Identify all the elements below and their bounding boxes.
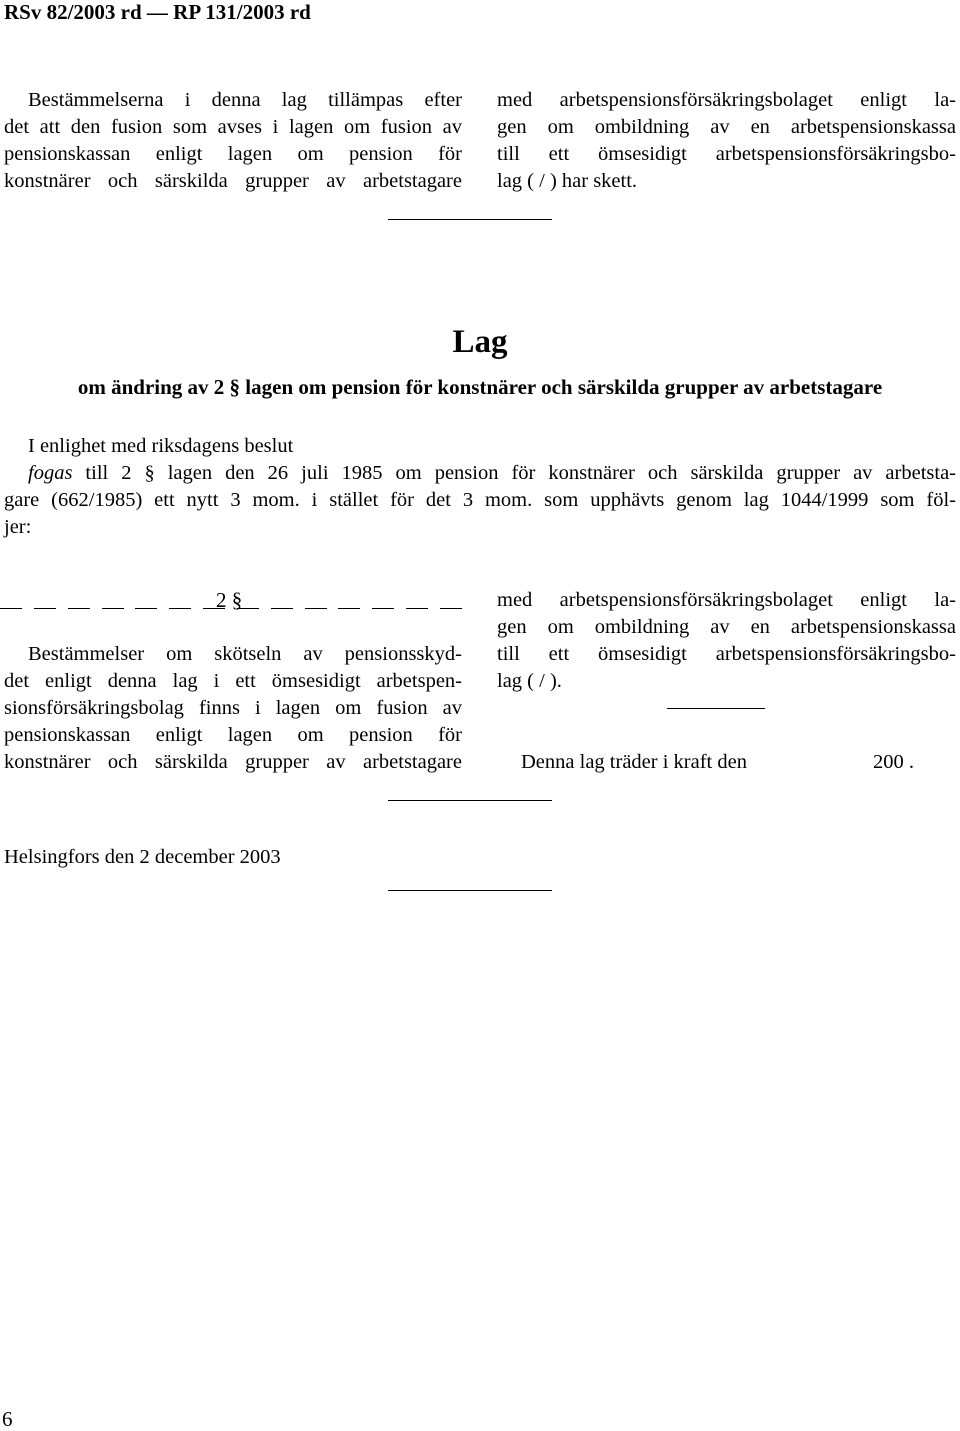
intro-left-line: konstnärer och särskilda grupper av arbetstagare [4, 170, 462, 192]
law-subtitle: om ändring av 2 § lagen om pension för konstnärer och särskilda grupper av arbetstagare [77, 375, 883, 399]
law-title: Lag [452, 324, 508, 360]
enactment-clause: I enlighet med riksdagens beslut [28, 435, 294, 457]
section-left-line: pensionskassan enligt lagen om pension för [4, 724, 462, 746]
section-right-line: gen om ombildning av en arbetspensionskassa [497, 616, 956, 638]
intro-right-line: lag ( / ) har skett. [497, 170, 638, 192]
section-heading: 2 § [216, 588, 243, 612]
page-number: 6 [2, 1407, 13, 1431]
law-body-line [28, 460, 956, 487]
effective-date-label: Denna lag träder i kraft den [521, 751, 747, 773]
intro-right-line: gen om ombildning av en arbetspensionskassa [497, 116, 956, 138]
section-left-line: konstnärer och särskilda grupper av arbetstagare [4, 751, 462, 773]
section-left-line: det enligt denna lag i ett ömsesidigt arbetspen- [4, 670, 462, 692]
intro-right-line: med arbetspensionsförsäkringsbolaget enligt la- [497, 89, 956, 111]
separator-rule [388, 800, 552, 801]
document-header: RSv 82/2003 rd — RP 131/2003 rd [4, 0, 311, 24]
omitted-text-dashes [0, 608, 462, 609]
law-body-line: gare (662/1985) ett nytt 3 mom. i stället för det 3 mom. som upphävts genom lag 1044/1999 som föl- [4, 489, 956, 511]
fogas-word: fogas [28, 462, 73, 484]
section-right-line: till ett ömsesidigt arbetspensionsförsäkringsbo- [497, 643, 956, 665]
intro-right-line: till ett ömsesidigt arbetspensionsförsäkringsbo- [497, 143, 956, 165]
law-body-line: jer: [4, 516, 32, 538]
effective-date-year: 200 . [873, 751, 914, 773]
section-left-line: Bestämmelser om skötseln av pensionsskyd- [28, 643, 462, 665]
section-right-line: med arbetspensionsförsäkringsbolaget enligt la- [497, 589, 956, 611]
separator-rule [388, 219, 552, 220]
separator-rule [667, 708, 765, 709]
intro-left-line: Bestämmelserna i denna lag tillämpas efter [28, 89, 462, 111]
signature-place-date: Helsingfors den 2 december 2003 [4, 846, 281, 868]
intro-left-line: det att den fusion som avses i lagen om fusion av [4, 116, 462, 138]
section-right-line: lag ( / ). [497, 670, 562, 692]
section-left-line: sionsförsäkringsbolag finns i lagen om fusion av [4, 697, 462, 719]
intro-left-line: pensionskassan enligt lagen om pension för [4, 143, 462, 165]
separator-rule [388, 890, 552, 891]
law-body-text: till 2 § lagen den 26 juli 1985 om pension för konstnärer och särskilda grupper av arbetsta- [72, 462, 956, 484]
